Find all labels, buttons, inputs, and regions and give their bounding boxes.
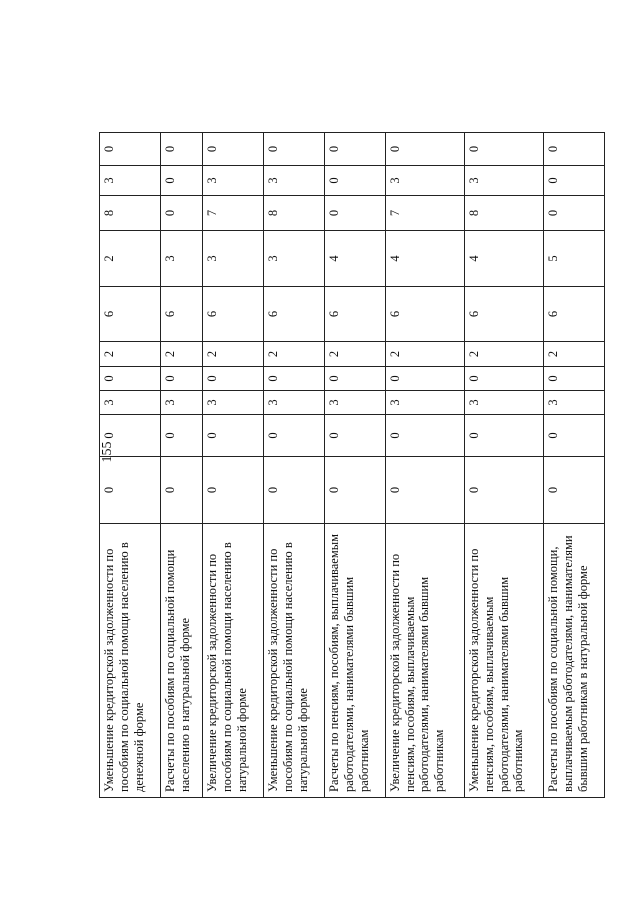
table-row bbox=[544, 133, 605, 798]
code-cell: 0 bbox=[465, 367, 544, 391]
code-cell: 3 bbox=[465, 166, 544, 196]
code-cell: 2 bbox=[385, 342, 464, 367]
code-cell: 2 bbox=[325, 342, 386, 367]
row-label: Уменьшение кредиторской задолженности по пенсиям, пособиям, выплачиваемым работодателями, нанимателями бывшим работникам bbox=[465, 524, 544, 798]
code-cell: 3 bbox=[385, 391, 464, 415]
code-cell: 2 bbox=[544, 342, 605, 367]
code-cell: 3 bbox=[100, 391, 161, 415]
code-cell: 0 bbox=[385, 457, 464, 524]
code-cell: 0 bbox=[544, 457, 605, 524]
code-cell: 6 bbox=[100, 287, 161, 342]
code-cell: 0 bbox=[325, 367, 386, 391]
code-cell: 0 bbox=[544, 415, 605, 457]
code-cell: 8 bbox=[100, 196, 161, 231]
code-cell: 3 bbox=[160, 231, 203, 287]
code-cell: 3 bbox=[264, 391, 325, 415]
code-cell: 0 bbox=[203, 415, 264, 457]
code-cell: 8 bbox=[465, 196, 544, 231]
code-cell: 0 bbox=[544, 166, 605, 196]
rotated-table-container bbox=[99, 133, 605, 798]
code-cell: 4 bbox=[465, 231, 544, 287]
code-cell: 0 bbox=[465, 415, 544, 457]
code-cell: 0 bbox=[325, 196, 386, 231]
code-cell: 0 bbox=[100, 415, 161, 457]
code-cell: 6 bbox=[203, 287, 264, 342]
code-cell: 0 bbox=[544, 133, 605, 166]
table-row bbox=[465, 133, 544, 798]
code-cell: 3 bbox=[203, 391, 264, 415]
code-cell: 0 bbox=[160, 415, 203, 457]
code-cell: 0 bbox=[385, 415, 464, 457]
code-cell: 0 bbox=[385, 133, 464, 166]
code-cell: 6 bbox=[465, 287, 544, 342]
code-cell: 0 bbox=[264, 415, 325, 457]
code-cell: 3 bbox=[264, 166, 325, 196]
code-cell: 0 bbox=[264, 133, 325, 166]
code-cell: 0 bbox=[160, 367, 203, 391]
code-cell: 7 bbox=[385, 196, 464, 231]
code-cell: 0 bbox=[160, 166, 203, 196]
code-cell: 2 bbox=[100, 342, 161, 367]
code-cell: 6 bbox=[264, 287, 325, 342]
code-cell: 0 bbox=[544, 367, 605, 391]
code-cell: 2 bbox=[203, 342, 264, 367]
code-cell: 6 bbox=[385, 287, 464, 342]
row-label: Увеличение кредиторской задолженности по пособиям по социальной помощи населению в натуральной форме bbox=[203, 524, 264, 798]
code-cell: 6 bbox=[325, 287, 386, 342]
code-cell: 0 bbox=[160, 457, 203, 524]
row-label: Расчеты по пенсиям, пособиям, выплачиваемым работодателями, нанимателями бывшим работникам bbox=[325, 524, 386, 798]
code-cell: 3 bbox=[544, 391, 605, 415]
code-cell: 2 bbox=[465, 342, 544, 367]
code-cell: 0 bbox=[325, 415, 386, 457]
row-label: Расчеты по пособиям по социальной помощи населению в натуральной форме bbox=[160, 524, 203, 798]
code-cell: 0 bbox=[100, 457, 161, 524]
code-cell: 6 bbox=[544, 287, 605, 342]
code-cell: 0 bbox=[325, 457, 386, 524]
code-cell: 0 bbox=[203, 367, 264, 391]
code-cell: 0 bbox=[465, 133, 544, 166]
code-cell: 3 bbox=[465, 391, 544, 415]
table-row bbox=[264, 133, 325, 798]
code-cell: 0 bbox=[203, 133, 264, 166]
code-cell: 2 bbox=[160, 342, 203, 367]
code-cell: 3 bbox=[264, 231, 325, 287]
code-cell: 0 bbox=[325, 166, 386, 196]
code-cell: 0 bbox=[160, 196, 203, 231]
table-row bbox=[325, 133, 386, 798]
code-cell: 4 bbox=[385, 231, 464, 287]
code-cell: 3 bbox=[160, 391, 203, 415]
row-label: Уменьшение кредиторской задолженности по пособиям по социальной помощи населению в денежной форме bbox=[100, 524, 161, 798]
row-label: Расчеты по пособиям по социальной помощи, выплачиваемым работодателями, нанимателями бывшим работникам в натуральной форме bbox=[544, 524, 605, 798]
code-cell: 0 bbox=[100, 367, 161, 391]
code-cell: 0 bbox=[264, 457, 325, 524]
code-cell: 3 bbox=[325, 391, 386, 415]
table-row bbox=[385, 133, 464, 798]
code-cell: 3 bbox=[385, 166, 464, 196]
code-cell: 0 bbox=[203, 457, 264, 524]
code-cell: 2 bbox=[264, 342, 325, 367]
code-cell: 3 bbox=[100, 166, 161, 196]
code-cell: 0 bbox=[264, 367, 325, 391]
code-cell: 0 bbox=[100, 133, 161, 166]
table-row bbox=[100, 133, 161, 798]
code-cell: 0 bbox=[160, 133, 203, 166]
table-row bbox=[203, 133, 264, 798]
code-cell: 2 bbox=[100, 231, 161, 287]
code-cell: 0 bbox=[385, 367, 464, 391]
table-row bbox=[160, 133, 203, 798]
code-cell: 3 bbox=[203, 166, 264, 196]
code-cell: 0 bbox=[325, 133, 386, 166]
code-cell: 4 bbox=[325, 231, 386, 287]
row-label: Увеличение кредиторской задолженности по пенсиям, пособиям, выплачиваемым работодателями, нанимателями бывшим работникам bbox=[385, 524, 464, 798]
row-label: Уменьшение кредиторской задолженности по пособиям по социальной помощи населению в натуральной форме bbox=[264, 524, 325, 798]
code-cell: 0 bbox=[465, 457, 544, 524]
code-cell: 3 bbox=[203, 231, 264, 287]
account-codes-table bbox=[99, 132, 605, 798]
code-cell: 7 bbox=[203, 196, 264, 231]
page-number: 155 bbox=[100, 441, 115, 463]
code-cell: 6 bbox=[160, 287, 203, 342]
code-cell: 8 bbox=[264, 196, 325, 231]
code-cell: 0 bbox=[544, 196, 605, 231]
code-cell: 5 bbox=[544, 231, 605, 287]
